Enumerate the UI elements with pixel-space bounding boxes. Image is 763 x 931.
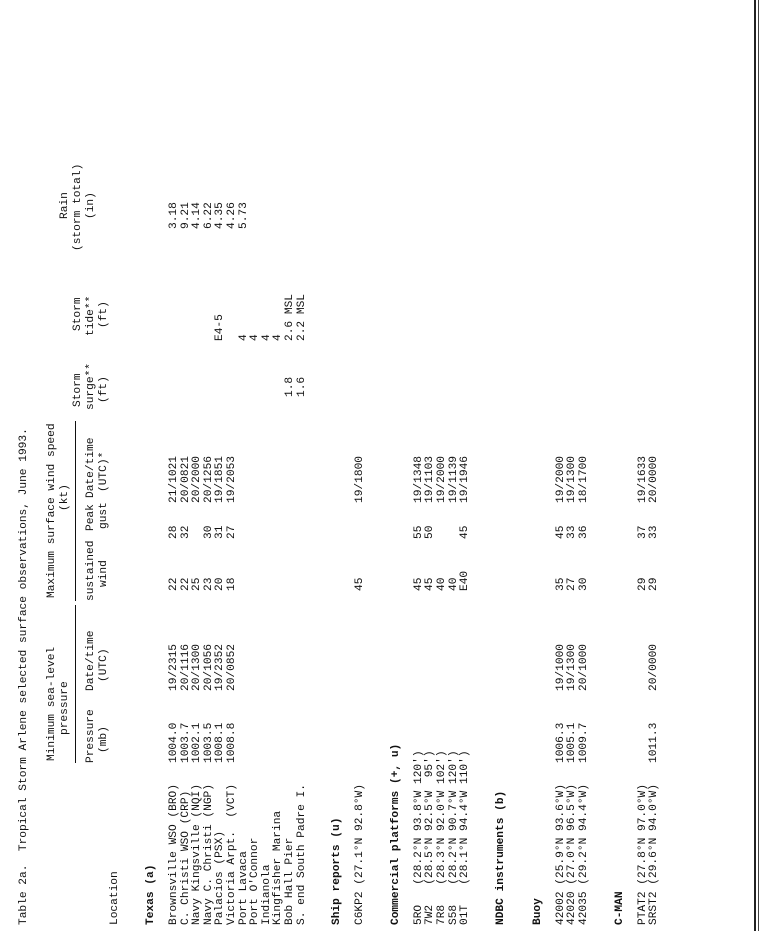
row-location: 01T (28.1°N 94.4°W 110'): [459, 750, 472, 925]
row-wind-time: 20/0000: [648, 456, 661, 503]
row-pressure-time: 19/1000: [554, 644, 567, 691]
row-sustained-wind: 30: [578, 577, 590, 591]
row-rain: 4.35: [214, 202, 227, 229]
row-storm-tide: 4: [260, 334, 273, 341]
row-pressure-time: 20/1000: [578, 644, 590, 691]
section-heading: Texas (a): [145, 864, 157, 925]
header-surge: surge**: [85, 363, 97, 410]
header-location: Location: [109, 871, 121, 925]
row-location: S. end South Padre I.: [295, 784, 308, 925]
row-location: SRST2 (29.6°N 94.0°W): [648, 784, 661, 925]
row-wind-time: 19/2053: [226, 456, 238, 503]
row-peak-gust: 37: [636, 525, 649, 539]
row-storm-tide: 4: [237, 334, 250, 341]
row-peak-gust: 27: [226, 525, 238, 539]
row-location: Port Lavaca: [237, 851, 250, 925]
row-location: 42020 (27.0°N 96.5°W): [566, 784, 579, 925]
row-storm-surge: 1.8: [284, 376, 296, 397]
row-wind-time: 20/2000: [191, 456, 204, 503]
row-pressure: 1009.7: [578, 722, 590, 763]
row-wind-time: 20/1256: [202, 456, 215, 503]
row-sustained-wind: 25: [191, 577, 204, 591]
row-pressure-time: 19/2315: [168, 644, 180, 691]
row-storm-tide: 4: [249, 334, 262, 341]
row-rain: 4.26: [226, 202, 238, 229]
row-storm-surge: 1.6: [295, 376, 308, 397]
row-peak-gust: 30: [202, 525, 215, 539]
row-location: Port O'Connor: [249, 837, 262, 925]
row-location: S58 (28.2°N 90.7°W 120'): [447, 750, 460, 925]
row-sustained-wind: 18: [226, 577, 238, 591]
row-peak-gust: 33: [648, 525, 661, 539]
row-peak-gust: 55: [412, 525, 425, 539]
row-location: 7R8 (28.3°N 92.0°W 102'): [436, 750, 448, 925]
row-location: Brownsville WSO (BRO): [168, 784, 180, 925]
row-peak-gust: 28: [168, 525, 180, 539]
row-pressure: 1004.0: [168, 722, 180, 763]
row-storm-tide: E4-5: [214, 314, 227, 341]
row-wind-time: 19/1800: [354, 456, 367, 503]
row-sustained-wind: 45: [412, 577, 425, 591]
row-pressure: 1011.3: [648, 722, 661, 763]
row-location: PTAT2 (27.8°N 97.0°W): [636, 784, 649, 925]
row-pressure-time: 20/0852: [226, 644, 238, 691]
row-location: 42002 (25.9°N 93.6°W): [554, 784, 567, 925]
row-wind-time: 19/2000: [436, 456, 448, 503]
row-peak-gust: 32: [179, 525, 192, 539]
header-tide: tide**: [85, 295, 97, 336]
row-peak-gust: 33: [566, 525, 579, 539]
header-peak: Peak: [85, 504, 97, 531]
header-surge: Storm: [72, 373, 84, 407]
row-sustained-wind: 20: [214, 577, 227, 591]
header-rule-wind: [75, 421, 76, 601]
row-location: Indianola: [260, 864, 273, 925]
row-pressure: 1005.1: [566, 722, 579, 763]
row-wind-time: 21/1021: [168, 456, 180, 503]
row-pressure: 1008.1: [214, 722, 227, 763]
header-wind-time: Date/time: [85, 437, 97, 498]
row-sustained-wind: 22: [168, 577, 180, 591]
row-pressure: 1008.8: [226, 722, 238, 763]
row-pressure-time: 19/2352: [214, 644, 227, 691]
row-storm-tide: 2.2 MSL: [295, 294, 308, 341]
header-tide: (ft): [98, 301, 110, 328]
row-sustained-wind: 23: [202, 577, 215, 591]
row-pressure-time: 19/1300: [566, 644, 579, 691]
header-pressure: (mb): [98, 726, 110, 753]
row-wind-time: 18/1700: [578, 456, 590, 503]
section-heading: NDBC instruments (b): [494, 790, 507, 925]
header-rain: (storm total): [72, 163, 84, 251]
row-wind-time: 20/0821: [179, 456, 192, 503]
row-sustained-wind: E40: [459, 570, 472, 591]
header-wind-time: (UTC)*: [98, 451, 110, 492]
section-heading: Buoy: [531, 898, 544, 925]
row-peak-gust: 45: [459, 525, 472, 539]
row-rain: 5.73: [237, 202, 250, 229]
row-sustained-wind: 29: [636, 577, 649, 591]
row-wind-time: 19/1103: [424, 456, 437, 503]
row-sustained-wind: 27: [566, 577, 579, 591]
header-tide: Storm: [72, 297, 84, 331]
row-location: C. Christi WSO (CRP): [179, 790, 192, 925]
header-rule-pressure: [75, 605, 76, 763]
header-max-wind: Maximum surface wind speed: [46, 423, 58, 598]
row-sustained-wind: 35: [554, 577, 567, 591]
header-surge: (ft): [98, 376, 110, 403]
row-wind-time: 19/1851: [214, 456, 227, 503]
row-location: 5RO (28.2°N 93.8°W 120'): [412, 750, 425, 925]
header-max-wind: (kt): [59, 484, 71, 511]
section-heading: C-MAN: [613, 891, 626, 925]
row-wind-time: 19/1633: [636, 456, 649, 503]
row-pressure: 1003.5: [202, 722, 215, 763]
row-sustained-wind: 29: [648, 577, 661, 591]
row-rain: 6.22: [202, 202, 215, 229]
row-peak-gust: 50: [424, 525, 437, 539]
header-sustained: wind: [98, 560, 110, 587]
row-pressure-time: 20/0000: [648, 644, 661, 691]
row-pressure-time: 20/1056: [202, 644, 215, 691]
row-location: Victoria Arpt. (VCT): [226, 784, 238, 925]
header-pressure: Pressure: [85, 709, 97, 763]
row-pressure-time: 20/1300: [191, 644, 204, 691]
row-location: Navy Kingsville (NQI): [191, 784, 204, 925]
section-heading: Commercial platforms (+, u): [389, 743, 402, 925]
row-peak-gust: 31: [214, 525, 227, 539]
row-location: Navy C. Christi (NGP): [202, 784, 215, 925]
header-sustained: sustained: [85, 540, 97, 601]
header-rain: Rain: [59, 192, 71, 219]
row-location: 42035 (29.2°N 94.4°W): [578, 784, 590, 925]
row-sustained-wind: 40: [447, 577, 460, 591]
row-location: Kingfisher Marina: [272, 810, 285, 925]
row-sustained-wind: 45: [354, 577, 367, 591]
row-storm-tide: 2.6 MSL: [284, 294, 296, 341]
row-pressure-time: 20/1116: [179, 644, 192, 691]
row-location: Bob Hall Pier: [284, 837, 296, 925]
row-peak-gust: 36: [578, 525, 590, 539]
row-rain: 4.14: [191, 202, 204, 229]
row-peak-gust: 45: [554, 525, 567, 539]
table-title: Table 2a. Tropical Storm Arlene selected surface observations, June 1993.: [18, 428, 30, 925]
row-sustained-wind: 22: [179, 577, 192, 591]
header-peak: gust: [98, 502, 110, 529]
row-pressure: 1002.1: [191, 722, 204, 763]
row-wind-time: 19/1946: [459, 456, 472, 503]
row-wind-time: 19/1300: [566, 456, 579, 503]
row-location: 7W2 (28.5°N 92.5°W 95'): [424, 750, 437, 925]
header-pressure-time: Date/time: [85, 630, 97, 691]
row-location: C6KP2 (27.1°N 92.8°W): [354, 784, 367, 925]
header-rain: (in): [85, 192, 97, 219]
row-pressure: 1003.7: [179, 722, 192, 763]
header-min-pressure: Minimum sea-level: [46, 646, 58, 761]
row-storm-tide: 4: [272, 334, 285, 341]
header-pressure-time: (UTC): [98, 648, 110, 682]
header-min-pressure: pressure: [59, 681, 71, 735]
row-sustained-wind: 40: [436, 577, 448, 591]
row-wind-time: 19/1139: [447, 456, 460, 503]
row-wind-time: 19/2000: [554, 456, 567, 503]
row-rain: 3.18: [168, 202, 180, 229]
row-location: Palacios (PSX): [214, 831, 227, 925]
row-pressure: 1006.3: [554, 722, 567, 763]
row-rain: 9.21: [179, 202, 192, 229]
section-heading: Ship reports (u): [331, 817, 344, 925]
row-sustained-wind: 45: [424, 577, 437, 591]
row-wind-time: 19/1348: [412, 456, 425, 503]
